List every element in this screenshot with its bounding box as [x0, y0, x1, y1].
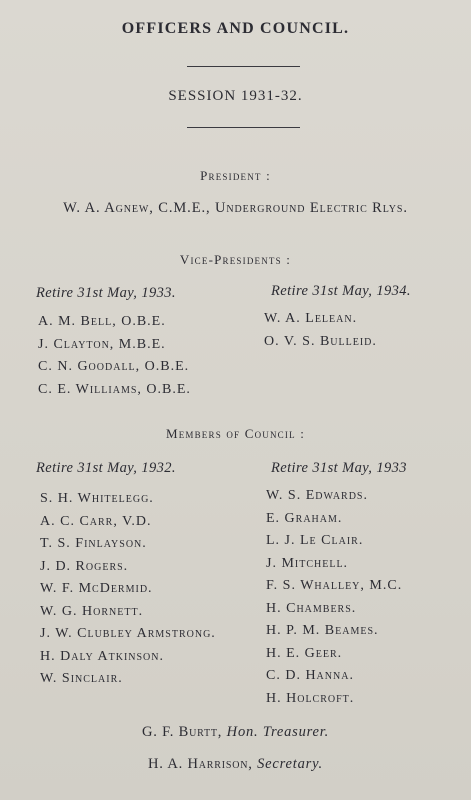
bottom-rule: [187, 127, 300, 128]
list-item: L. J. Le Clair.: [266, 533, 364, 548]
list-item: H. Chambers.: [266, 600, 357, 616]
president-heading: President :: [200, 168, 271, 183]
vp-left-list: [38, 311, 191, 401]
list-item: C. D. Hanna.: [266, 668, 354, 683]
council-right-list: [266, 485, 402, 710]
list-item: H. P. M. Beames.: [266, 623, 379, 638]
list-item: A. M. Bell, O.B.E.: [38, 314, 166, 329]
list-item: C. N. Goodall, O.B.E.: [38, 359, 190, 374]
list-item: H. Holcroft.: [266, 690, 355, 706]
council-heading: Members of Council :: [165, 426, 306, 441]
list-item: C. E. Williams, O.B.E.: [38, 381, 191, 397]
council-right-retire: Retire 31st May, 1933: [271, 460, 407, 476]
list-item: H. E. Geer.: [266, 645, 343, 661]
list-item: T. S. Finlayson.: [40, 536, 147, 551]
list-item: J. Clayton, M.B.E.: [38, 336, 166, 352]
list-item: H. Daly Atkinson.: [40, 648, 164, 664]
council-left-retire: Retire 31st May, 1932.: [36, 460, 176, 476]
list-item: O. V. S. Bulleid.: [264, 333, 377, 349]
vice-presidents-heading: Vice-Presidents :: [179, 252, 292, 267]
vp-right-list: [264, 308, 377, 353]
list-item: F. S. Whalley, M.C.: [266, 578, 403, 593]
list-item: W. G. Hornett.: [40, 603, 144, 619]
list-item: W. S. Edwards.: [266, 488, 368, 503]
list-item: W. A. Lelean.: [264, 311, 358, 326]
treasurer-name: G. F. Burtt,: [141, 724, 223, 740]
list-item: W. Sinclair.: [40, 671, 123, 686]
list-item: J. Mitchell.: [266, 555, 349, 571]
list-item: J. D. Rogers.: [40, 558, 129, 574]
secretary-name: H. A. Harrison,: [148, 756, 253, 772]
secretary-role: Secretary.: [257, 756, 323, 772]
vp-right-retire: Retire 31st May, 1934.: [271, 283, 411, 299]
secretary-line: [0, 756, 471, 773]
list-item: E. Graham.: [266, 510, 343, 526]
president-name: W. A. Agnew, C.M.E., Underground Electric Rlys.: [63, 200, 408, 216]
list-item: S. H. Whitelegg.: [40, 491, 154, 506]
list-item: J. W. Clubley Armstrong.: [40, 626, 216, 641]
treasurer-line: [0, 724, 471, 741]
page-title: OFFICERS AND COUNCIL.: [121, 20, 350, 37]
council-left-list: [40, 488, 216, 691]
top-rule: [187, 66, 300, 67]
list-item: W. F. McDermid.: [40, 581, 153, 596]
treasurer-role: Hon. Treasurer.: [226, 724, 330, 740]
session-label: SESSION 1931-32.: [168, 88, 303, 104]
vp-left-retire: Retire 31st May, 1933.: [36, 285, 176, 301]
list-item: A. C. Carr, V.D.: [40, 513, 152, 529]
